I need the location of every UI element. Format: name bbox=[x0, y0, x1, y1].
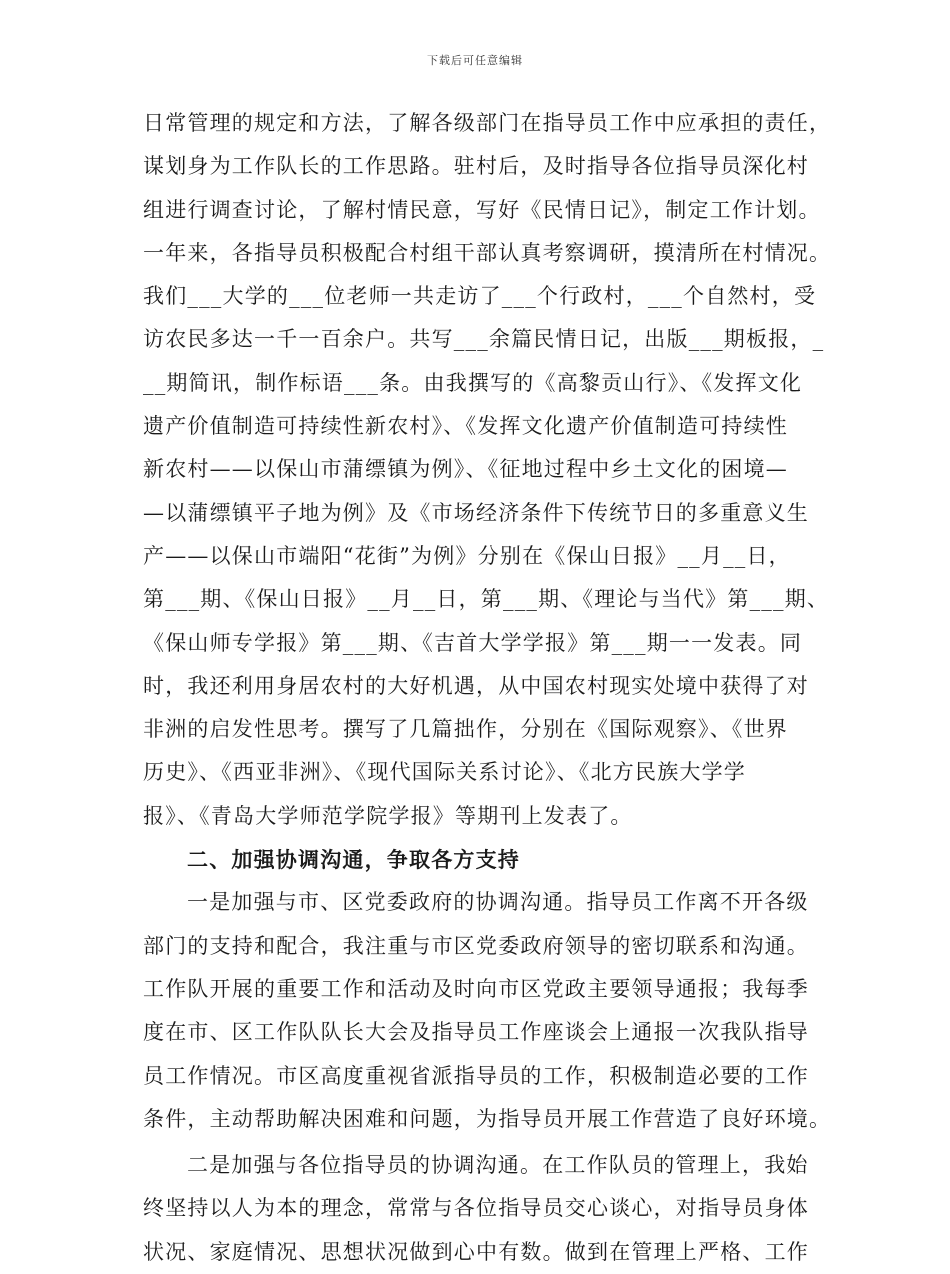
text-line: 二是加强与各位指导员的协调沟通。在工作队员的管理上，我始 bbox=[187, 1153, 809, 1178]
text-line: 第___期、《保山日报》__月__日，第___期、《理论与当代》第___期、 bbox=[143, 587, 830, 612]
text-line: 终坚持以人为本的理念，常常与各位指导员交心谈心，对指导员身体 bbox=[143, 1196, 809, 1221]
page-header: 下载后可任意编辑 bbox=[427, 54, 523, 67]
section-heading: 二、加强协调沟通，争取各方支持 bbox=[187, 847, 520, 873]
text-line: 一是加强与市、区党委政府的协调沟通。指导员工作离不开各级 bbox=[187, 890, 809, 915]
document-body bbox=[143, 102, 843, 1274]
text-line: 日常管理的规定和方法，了解各级部门在指导员工作中应承担的责任， bbox=[143, 111, 832, 135]
text-line: 工作队开展的重要工作和活动及时向市区党政主要领导通报；我每季 bbox=[143, 976, 809, 1001]
text-line: 产——以保山市端阳“花街”为例》分别在《保山日报》__月__日， bbox=[143, 543, 791, 568]
text-line: 一年来，各指导员积极配合村组干部认真考察调研，摸清所在村情况。 bbox=[143, 240, 832, 265]
text-line: 遗产价值制造可持续性新农村》、《发挥文化遗产价值制造可持续性 bbox=[143, 414, 788, 439]
text-line: —以蒲缥镇平子地为例》及《市场经济条件下传统节日的多重意义生 bbox=[143, 500, 809, 525]
text-line: 历史》、《西亚非洲》、《现代国际关系讨论》、《北方民族大学学 bbox=[143, 760, 746, 785]
text-line: 员工作情况。市区高度重视省派指导员的工作，积极制造必要的工作 bbox=[143, 1063, 809, 1088]
text-line: 新农村——以保山市蒲缥镇为例》、《征地过程中乡土文化的困境— bbox=[143, 457, 788, 482]
text-line: 《保山师专学报》第___期、《吉首大学学报》第___期一一发表。同 bbox=[143, 630, 803, 655]
text-line: 报》、《青岛大学师范学院学报》等期刊上发表了。 bbox=[143, 803, 633, 828]
text-line: 时，我还利用身居农村的大好机遇，从中国农村现实处境中获得了对 bbox=[143, 673, 809, 698]
text-line: 非洲的启发性思考。撰写了几篇拙作，分别在《国际观察》、《世界 bbox=[143, 717, 788, 742]
text-line: 访农民多达一千一百余户。共写___余篇民情日记，出版___期板报，_ bbox=[143, 327, 825, 352]
text-line: 条件，主动帮助解决困难和问题，为指导员开展工作营造了良好环境。 bbox=[143, 1106, 832, 1131]
text-line: 谋划身为工作队长的工作思路。驻村后，及时指导各位指导员深化村 bbox=[143, 154, 809, 179]
text-line: 状况、家庭情况、思想状况做到心中有数。做到在管理上严格、工作 bbox=[143, 1239, 809, 1264]
text-line: 组进行调查讨论，了解村情民意，写好《民情日记》，制定工作计划。 bbox=[143, 197, 821, 222]
text-line: 度在市、区工作队队长大会及指导员工作座谈会上通报一次我队指导 bbox=[143, 1020, 809, 1045]
text-line: __期简讯，制作标语___条。由我撰写的《高黎贡山行》、《发挥文化 bbox=[143, 370, 803, 395]
text-line: 我们___大学的___位老师一共走访了___个行政村，___个自然村，受 bbox=[143, 284, 817, 309]
text-line: 部门的支持和配合，我注重与市区党委政府领导的密切联系和沟通。 bbox=[143, 933, 809, 958]
